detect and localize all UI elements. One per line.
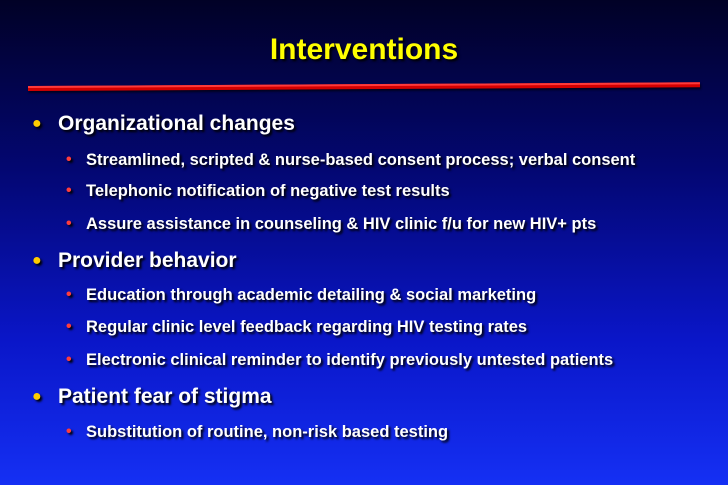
bullet-dot-icon: ● [32, 388, 42, 405]
list-item-text: Education through academic detailing & social marketing [86, 286, 537, 304]
list-item-text: Substitution of routine, non-risk based testing [86, 423, 449, 441]
bullet-dot-icon: ● [32, 115, 42, 132]
list-item-text: Electronic clinical reminder to identify previously untested patients [86, 351, 614, 369]
list-item-text: Assure assistance in counseling & HIV clinic f/u for new HIV+ pts [86, 215, 597, 233]
bullet-dot-icon: • [66, 151, 72, 168]
bullet-dot-icon: • [66, 286, 72, 303]
bullet-dot-icon: • [66, 182, 72, 199]
section-heading: Patient fear of stigma [58, 385, 272, 408]
list-item-text: Streamlined, scripted & nurse-based consent process; verbal consent [86, 151, 636, 169]
list-item-text: Telephonic notification of negative test results [86, 182, 450, 200]
section-heading: Provider behavior [58, 249, 237, 272]
bullet-dot-icon: • [66, 351, 72, 368]
list-item-text: Regular clinic level feedback regarding HIV testing rates [86, 318, 528, 336]
bullet-dot-icon: • [66, 215, 72, 232]
title-divider [28, 82, 700, 91]
bullet-dot-icon: • [66, 423, 72, 440]
bullet-dot-icon: ● [32, 252, 42, 269]
bullet-dot-icon: • [66, 318, 72, 335]
slide-title: Interventions [269, 33, 459, 66]
section-heading: Organizational changes [58, 112, 295, 135]
